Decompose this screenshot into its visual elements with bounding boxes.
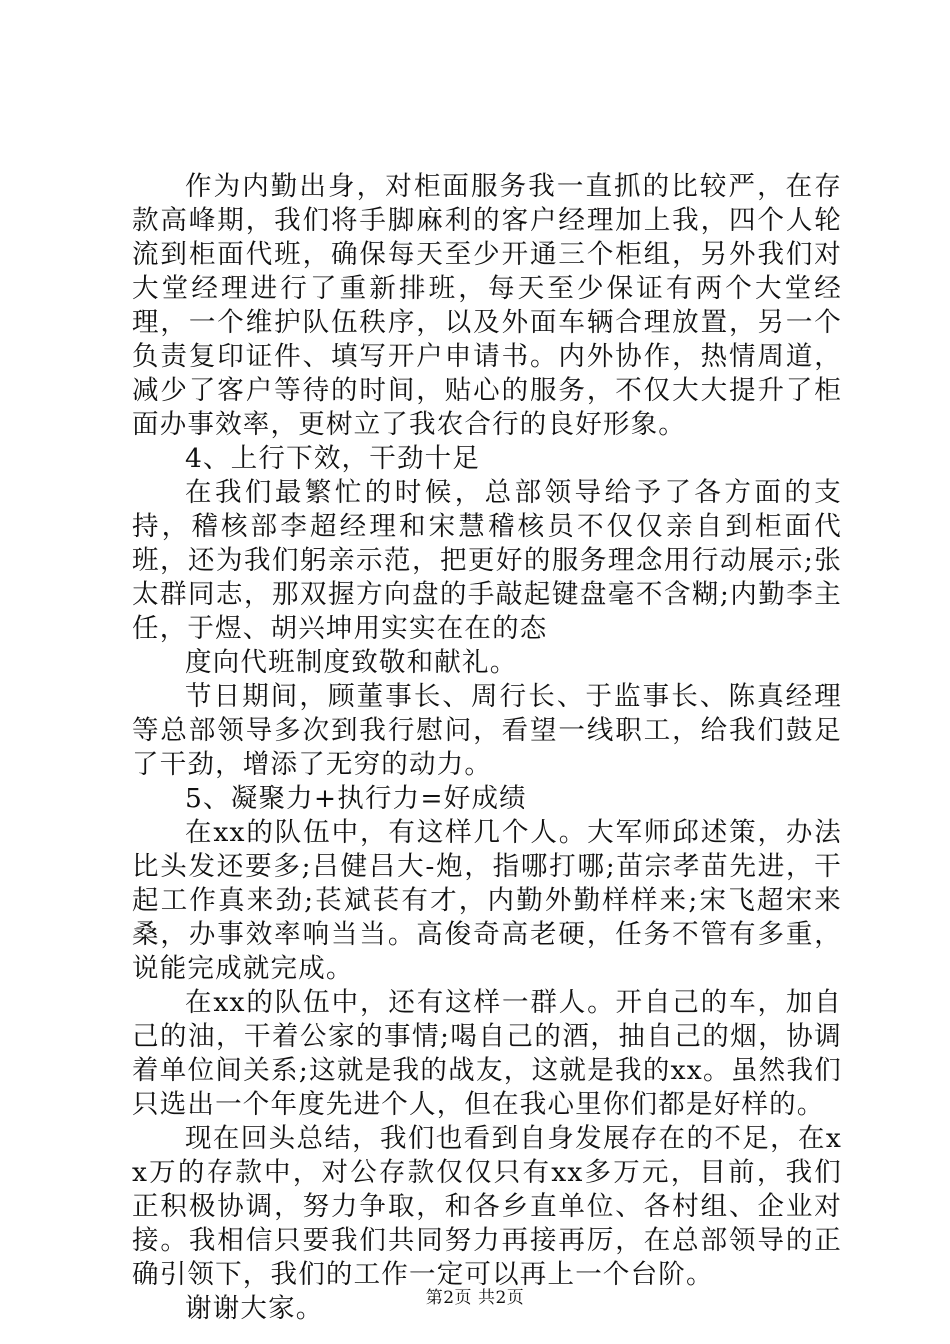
paragraph-shift-tribute: 度向代班制度致敬和献礼。 (185, 647, 518, 678)
paragraph-thanks: 谢谢大家。 (185, 1293, 324, 1324)
paragraph-summary: 现在回头总结，我们也看到自身发展存在的不足，在xx万的存款中，对公存款仅仅只有xx多万元，目前，我们正积极协调，努力争取，和各乡直单位、各村组、企业对接。我相信只要我们共同努力再接再厉，在总部领导的正确引领下，我们的工作一定可以再上一个台阶。 (132, 1123, 842, 1290)
section-heading-4: 4、上行下效，干劲十足 (185, 443, 481, 474)
paragraph-team-group: 在xx的队伍中，还有这样一群人。开自己的车，加自己的油，干着公家的事情;喝自己的酒，抽自己的烟，协调着单位间关系;这就是我的战友，这就是我的xx。虽然我们只选出一个年度先进个人，但在我心里你们都是好样的。 (132, 987, 842, 1120)
document-body (132, 170, 842, 1326)
paragraph-leadership-support: 在我们最繁忙的时候，总部领导给予了各方面的支持，稽核部李超经理和宋慧稽核员不仅仅亲自到柜面代班，还为我们躬亲示范，把更好的服务理念用行动展示;张太群同志，那双握方向盘的手敲起键盘毫不含糊;内勤李主任，于煜、胡兴坤用实实在在的态 (132, 477, 842, 644)
paragraph-holiday-visit: 节日期间，顾董事长、周行长、于监事长、陈真经理等总部领导多次到我行慰问，看望一线职工，给我们鼓足了干劲，增添了无穷的动力。 (132, 681, 842, 780)
paragraph-team-members: 在xx的队伍中，有这样几个人。大军师邱述策，办法比头发还要多;吕健吕大-炮，指哪打哪;苗宗孝苗先进，干起工作真来劲;苌斌苌有才，内勤外勤样样来;宋飞超宋来桑，办事效率响当当。高俊奇高老硬，任务不管有多重，说能完成就完成。 (132, 817, 842, 984)
paragraph-counter-service: 作为内勤出身，对柜面服务我一直抓的比较严，在存款高峰期，我们将手脚麻利的客户经理加上我，四个人轮流到柜面代班，确保每天至少开通三个柜组，另外我们对大堂经理进行了重新排班，每天至少保证有两个大堂经理，一个维护队伍秩序，以及外面车辆合理放置，另一个负责复印证件、填写开户申请书。内外协作，热情周道，减少了客户等待的时间，贴心的服务，不仅大大提升了柜面办事效率，更树立了我农合行的良好形象。 (132, 171, 842, 440)
page-number-footer: 第2页 共2页 (425, 1288, 525, 1308)
section-heading-5: 5、凝聚力+执行力=好成绩 (185, 783, 527, 814)
